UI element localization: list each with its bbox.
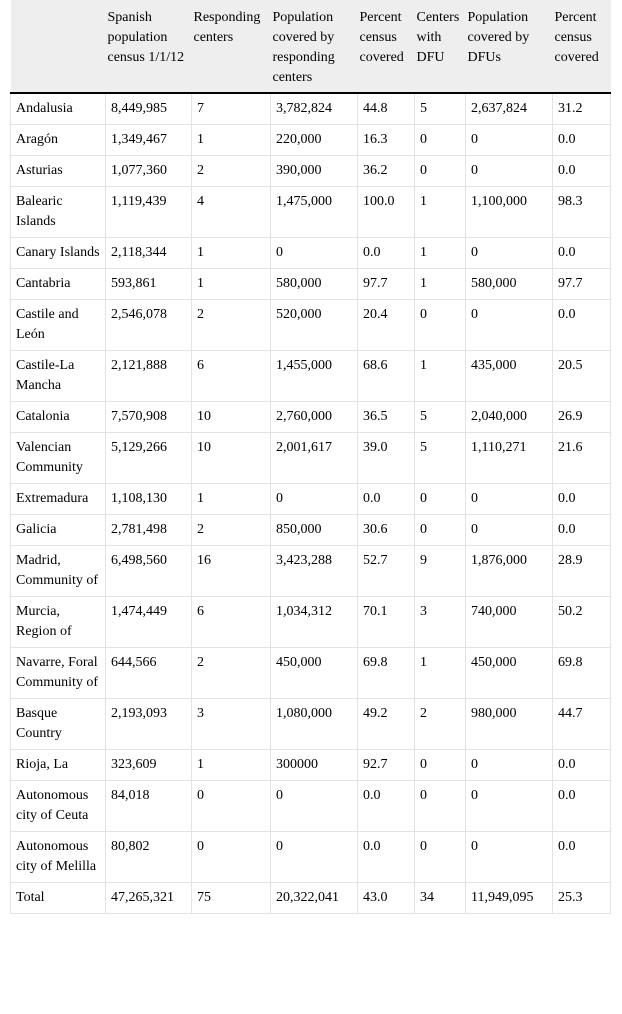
percent-covered-cell: 69.8 bbox=[358, 648, 415, 699]
census-cell: 84,018 bbox=[106, 781, 192, 832]
table-row bbox=[11, 351, 611, 402]
total-row bbox=[11, 883, 611, 914]
percent-covered-cell: 39.0 bbox=[358, 433, 415, 484]
population-covered-cell: 0 bbox=[271, 832, 358, 883]
table-row bbox=[11, 546, 611, 597]
centers-dfu-cell: 34 bbox=[415, 883, 466, 914]
centers-dfu-cell: 0 bbox=[415, 125, 466, 156]
percent-covered-cell: 44.8 bbox=[358, 93, 415, 125]
responding-centers-cell: 2 bbox=[192, 300, 271, 351]
centers-dfu-cell: 0 bbox=[415, 300, 466, 351]
census-cell: 1,108,130 bbox=[106, 484, 192, 515]
centers-dfu-cell: 0 bbox=[415, 515, 466, 546]
population-dfu-cell: 0 bbox=[466, 300, 553, 351]
percent-dfu-cell: 31.2 bbox=[553, 93, 611, 125]
percent-covered-cell: 92.7 bbox=[358, 750, 415, 781]
table-row bbox=[11, 156, 611, 187]
responding-centers-cell: 3 bbox=[192, 699, 271, 750]
table-row bbox=[11, 402, 611, 433]
population-dfu-cell: 0 bbox=[466, 125, 553, 156]
population-dfu-cell: 2,040,000 bbox=[466, 402, 553, 433]
percent-dfu-cell: 0.0 bbox=[553, 125, 611, 156]
responding-centers-cell: 6 bbox=[192, 351, 271, 402]
percent-covered-cell: 0.0 bbox=[358, 781, 415, 832]
census-coverage-table bbox=[10, 0, 611, 914]
header-row bbox=[11, 0, 611, 93]
percent-dfu-cell: 69.8 bbox=[553, 648, 611, 699]
percent-dfu-cell: 26.9 bbox=[553, 402, 611, 433]
centers-dfu-cell: 2 bbox=[415, 699, 466, 750]
region-cell: Madrid, Community of bbox=[11, 546, 106, 597]
table-row bbox=[11, 187, 611, 238]
table-row bbox=[11, 484, 611, 515]
population-dfu-cell: 1,110,271 bbox=[466, 433, 553, 484]
percent-covered-header: Percent census covered bbox=[358, 0, 415, 93]
table-row bbox=[11, 269, 611, 300]
population-covered-cell: 1,080,000 bbox=[271, 699, 358, 750]
percent-dfu-cell: 97.7 bbox=[553, 269, 611, 300]
centers-dfu-cell: 1 bbox=[415, 351, 466, 402]
table-row bbox=[11, 238, 611, 269]
percent-covered-cell: 70.1 bbox=[358, 597, 415, 648]
responding-centers-cell: 10 bbox=[192, 433, 271, 484]
percent-covered-cell: 97.7 bbox=[358, 269, 415, 300]
region-cell: Andalusia bbox=[11, 93, 106, 125]
region-cell: Total bbox=[11, 883, 106, 914]
responding-centers-cell: 0 bbox=[192, 832, 271, 883]
census-cell: 8,449,985 bbox=[106, 93, 192, 125]
responding-centers-cell: 1 bbox=[192, 238, 271, 269]
region-cell: Cantabria bbox=[11, 269, 106, 300]
centers-dfu-cell: 0 bbox=[415, 156, 466, 187]
responding-centers-cell: 10 bbox=[192, 402, 271, 433]
centers-dfu-cell: 5 bbox=[415, 402, 466, 433]
population-dfu-cell: 435,000 bbox=[466, 351, 553, 402]
region-cell: Basque Country bbox=[11, 699, 106, 750]
responding-centers-cell: 1 bbox=[192, 750, 271, 781]
census-cell: 2,118,344 bbox=[106, 238, 192, 269]
responding-centers-cell: 0 bbox=[192, 781, 271, 832]
percent-covered-cell: 30.6 bbox=[358, 515, 415, 546]
table-row bbox=[11, 699, 611, 750]
percent-covered-cell: 43.0 bbox=[358, 883, 415, 914]
table-row bbox=[11, 433, 611, 484]
region-cell: Balearic Islands bbox=[11, 187, 106, 238]
percent-covered-cell: 68.6 bbox=[358, 351, 415, 402]
population-covered-cell: 220,000 bbox=[271, 125, 358, 156]
percent-covered-cell: 0.0 bbox=[358, 832, 415, 883]
percent-dfu-cell: 0.0 bbox=[553, 484, 611, 515]
region-cell: Autonomous city of Melilla bbox=[11, 832, 106, 883]
centers-dfu-cell: 3 bbox=[415, 597, 466, 648]
percent-covered-cell: 20.4 bbox=[358, 300, 415, 351]
population-dfu-cell: 450,000 bbox=[466, 648, 553, 699]
population-dfu-header: Population covered by DFUs bbox=[466, 0, 553, 93]
population-covered-cell: 3,423,288 bbox=[271, 546, 358, 597]
population-dfu-cell: 1,100,000 bbox=[466, 187, 553, 238]
population-covered-cell: 1,475,000 bbox=[271, 187, 358, 238]
census-cell: 1,474,449 bbox=[106, 597, 192, 648]
population-covered-cell: 1,034,312 bbox=[271, 597, 358, 648]
population-covered-cell: 850,000 bbox=[271, 515, 358, 546]
region-cell: Autonomous city of Ceuta bbox=[11, 781, 106, 832]
population-dfu-cell: 11,949,095 bbox=[466, 883, 553, 914]
population-covered-cell: 0 bbox=[271, 781, 358, 832]
percent-covered-cell: 36.5 bbox=[358, 402, 415, 433]
population-covered-cell: 20,322,041 bbox=[271, 883, 358, 914]
percent-covered-cell: 100.0 bbox=[358, 187, 415, 238]
table-row bbox=[11, 750, 611, 781]
centers-dfu-cell: 1 bbox=[415, 269, 466, 300]
population-dfu-cell: 0 bbox=[466, 484, 553, 515]
region-cell: Aragón bbox=[11, 125, 106, 156]
percent-dfu-cell: 0.0 bbox=[553, 300, 611, 351]
table-row bbox=[11, 93, 611, 125]
responding-centers-cell: 1 bbox=[192, 125, 271, 156]
census-cell: 644,566 bbox=[106, 648, 192, 699]
table-row bbox=[11, 781, 611, 832]
table-body bbox=[11, 93, 611, 914]
centers-dfu-cell: 1 bbox=[415, 648, 466, 699]
percent-dfu-header: Percent census covered bbox=[553, 0, 611, 93]
centers-dfu-cell: 5 bbox=[415, 433, 466, 484]
percent-dfu-cell: 28.9 bbox=[553, 546, 611, 597]
region-cell: Asturias bbox=[11, 156, 106, 187]
percent-covered-cell: 0.0 bbox=[358, 238, 415, 269]
census-cell: 1,119,439 bbox=[106, 187, 192, 238]
percent-dfu-cell: 0.0 bbox=[553, 832, 611, 883]
centers-dfu-cell: 0 bbox=[415, 750, 466, 781]
region-cell: Canary Islands bbox=[11, 238, 106, 269]
population-dfu-cell: 580,000 bbox=[466, 269, 553, 300]
centers-dfu-cell: 1 bbox=[415, 187, 466, 238]
responding-centers-cell: 6 bbox=[192, 597, 271, 648]
responding-centers-cell: 1 bbox=[192, 484, 271, 515]
census-header: Spanish population census 1/1/12 bbox=[106, 0, 192, 93]
population-dfu-cell: 740,000 bbox=[466, 597, 553, 648]
region-cell: Rioja, La bbox=[11, 750, 106, 781]
census-cell: 2,121,888 bbox=[106, 351, 192, 402]
responding-centers-cell: 16 bbox=[192, 546, 271, 597]
population-covered-cell: 450,000 bbox=[271, 648, 358, 699]
region-cell: Galicia bbox=[11, 515, 106, 546]
percent-dfu-cell: 0.0 bbox=[553, 238, 611, 269]
census-cell: 2,193,093 bbox=[106, 699, 192, 750]
percent-dfu-cell: 44.7 bbox=[553, 699, 611, 750]
population-covered-cell: 1,455,000 bbox=[271, 351, 358, 402]
census-cell: 2,781,498 bbox=[106, 515, 192, 546]
population-dfu-cell: 0 bbox=[466, 781, 553, 832]
percent-covered-cell: 36.2 bbox=[358, 156, 415, 187]
centers-dfu-cell: 0 bbox=[415, 832, 466, 883]
population-covered-cell: 3,782,824 bbox=[271, 93, 358, 125]
percent-dfu-cell: 0.0 bbox=[553, 750, 611, 781]
region-cell: Murcia, Region of bbox=[11, 597, 106, 648]
population-dfu-cell: 0 bbox=[466, 515, 553, 546]
population-dfu-cell: 0 bbox=[466, 832, 553, 883]
responding-centers-header: Responding centers bbox=[192, 0, 271, 93]
percent-dfu-cell: 98.3 bbox=[553, 187, 611, 238]
census-cell: 1,349,467 bbox=[106, 125, 192, 156]
population-dfu-cell: 980,000 bbox=[466, 699, 553, 750]
percent-covered-cell: 16.3 bbox=[358, 125, 415, 156]
population-covered-cell: 300000 bbox=[271, 750, 358, 781]
census-cell: 47,265,321 bbox=[106, 883, 192, 914]
table-row bbox=[11, 648, 611, 699]
percent-dfu-cell: 25.3 bbox=[553, 883, 611, 914]
population-covered-cell: 2,001,617 bbox=[271, 433, 358, 484]
percent-covered-cell: 0.0 bbox=[358, 484, 415, 515]
centers-dfu-cell: 0 bbox=[415, 484, 466, 515]
percent-dfu-cell: 0.0 bbox=[553, 515, 611, 546]
census-cell: 7,570,908 bbox=[106, 402, 192, 433]
census-cell: 2,546,078 bbox=[106, 300, 192, 351]
population-covered-header: Population covered by responding centers bbox=[271, 0, 358, 93]
centers-dfu-cell: 1 bbox=[415, 238, 466, 269]
population-dfu-cell: 0 bbox=[466, 750, 553, 781]
percent-dfu-cell: 50.2 bbox=[553, 597, 611, 648]
census-cell: 80,802 bbox=[106, 832, 192, 883]
responding-centers-cell: 2 bbox=[192, 156, 271, 187]
percent-covered-cell: 52.7 bbox=[358, 546, 415, 597]
responding-centers-cell: 2 bbox=[192, 648, 271, 699]
table-header bbox=[11, 0, 611, 93]
census-cell: 1,077,360 bbox=[106, 156, 192, 187]
population-dfu-cell: 1,876,000 bbox=[466, 546, 553, 597]
population-covered-cell: 0 bbox=[271, 238, 358, 269]
responding-centers-cell: 75 bbox=[192, 883, 271, 914]
responding-centers-cell: 1 bbox=[192, 269, 271, 300]
centers-dfu-cell: 5 bbox=[415, 93, 466, 125]
census-cell: 323,609 bbox=[106, 750, 192, 781]
population-dfu-cell: 0 bbox=[466, 238, 553, 269]
responding-centers-cell: 2 bbox=[192, 515, 271, 546]
table-row bbox=[11, 832, 611, 883]
responding-centers-cell: 7 bbox=[192, 93, 271, 125]
population-covered-cell: 390,000 bbox=[271, 156, 358, 187]
population-covered-cell: 520,000 bbox=[271, 300, 358, 351]
census-cell: 593,861 bbox=[106, 269, 192, 300]
region-header bbox=[11, 0, 106, 93]
percent-dfu-cell: 0.0 bbox=[553, 781, 611, 832]
table-row bbox=[11, 300, 611, 351]
centers-dfu-cell: 9 bbox=[415, 546, 466, 597]
population-dfu-cell: 0 bbox=[466, 156, 553, 187]
table-row bbox=[11, 125, 611, 156]
table-row bbox=[11, 515, 611, 546]
table-row bbox=[11, 597, 611, 648]
population-covered-cell: 2,760,000 bbox=[271, 402, 358, 433]
region-cell: Catalonia bbox=[11, 402, 106, 433]
region-cell: Castile and León bbox=[11, 300, 106, 351]
centers-dfu-header: Centers with DFU bbox=[415, 0, 466, 93]
census-cell: 6,498,560 bbox=[106, 546, 192, 597]
centers-dfu-cell: 0 bbox=[415, 781, 466, 832]
population-covered-cell: 0 bbox=[271, 484, 358, 515]
population-dfu-cell: 2,637,824 bbox=[466, 93, 553, 125]
responding-centers-cell: 4 bbox=[192, 187, 271, 238]
region-cell: Castile-La Mancha bbox=[11, 351, 106, 402]
population-covered-cell: 580,000 bbox=[271, 269, 358, 300]
percent-dfu-cell: 0.0 bbox=[553, 156, 611, 187]
census-cell: 5,129,266 bbox=[106, 433, 192, 484]
percent-covered-cell: 49.2 bbox=[358, 699, 415, 750]
percent-dfu-cell: 20.5 bbox=[553, 351, 611, 402]
region-cell: Valencian Community bbox=[11, 433, 106, 484]
percent-dfu-cell: 21.6 bbox=[553, 433, 611, 484]
region-cell: Navarre, Foral Community of bbox=[11, 648, 106, 699]
region-cell: Extremadura bbox=[11, 484, 106, 515]
